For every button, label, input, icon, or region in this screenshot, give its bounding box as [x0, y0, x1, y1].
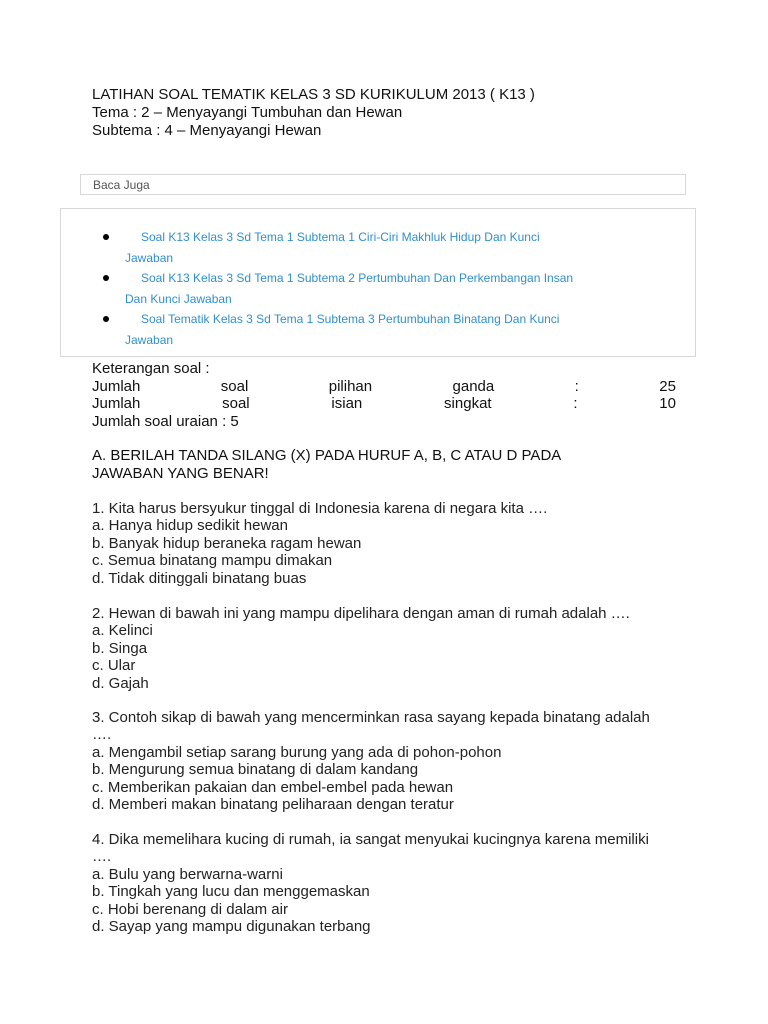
- question-text: 4. Dika memelihara kucing di rumah, ia sangat menyukai kucingnya karena memiliki ….: [92, 831, 649, 866]
- jumlah-isian-singkat-row: Jumlah soal isian singkat : 10: [92, 395, 676, 412]
- option-d: d. Gajah: [92, 674, 149, 692]
- question-text: 1. Kita harus bersyukur tinggal di Indonesia karena di negara kita ….: [92, 500, 548, 517]
- keterangan-heading: Keterangan soal :: [92, 360, 210, 377]
- option-d: d. Sayap yang mampu digunakan terbang: [92, 918, 371, 936]
- jumlah-uraian-row: Jumlah soal uraian : 5: [92, 412, 239, 430]
- option-b: b. Tingkah yang lucu dan menggemaskan: [92, 883, 370, 901]
- question-text: 3. Contoh sikap di bawah yang mencerminkan rasa sayang kepada binatang adalah ….: [92, 709, 650, 744]
- related-link-item: [61, 227, 695, 268]
- baca-juga-box: [80, 174, 686, 195]
- related-link-item: [61, 268, 695, 309]
- subtema-line: Subtema : 4 – Menyayangi Hewan: [92, 122, 322, 139]
- option-b: b. Banyak hidup beraneka ragam hewan: [92, 534, 362, 552]
- jumlah-pilihan-ganda-row: Jumlah soal pilihan ganda : 25: [92, 377, 676, 395]
- question-2: [92, 605, 712, 692]
- option-a: a. Kelinci: [92, 622, 153, 640]
- option-c: c. Hobi berenang di dalam air: [92, 900, 288, 918]
- related-links-box: [60, 208, 696, 357]
- related-link[interactable]: Soal K13 Kelas 3 Sd Tema 1 Subtema 1 Ciri-Ciri Makhluk Hidup Dan Kunci Jawaban: [125, 230, 540, 265]
- question-4: [92, 831, 652, 935]
- bullet-icon: [103, 234, 109, 240]
- related-links-list: [61, 227, 695, 350]
- related-link[interactable]: Soal Tematik Kelas 3 Sd Tema 1 Subtema 3 Pertumbuhan Binatang Dan Kunci Jawaban: [125, 312, 560, 347]
- question-text: 2. Hewan di bawah ini yang mampu dipelihara dengan aman di rumah adalah ….: [92, 605, 630, 622]
- question-1: [92, 500, 712, 587]
- option-b: b. Singa: [92, 639, 148, 657]
- option-c: c. Semua binatang mampu dimakan: [92, 552, 333, 570]
- option-c: c. Ular: [92, 657, 136, 675]
- question-3: [92, 709, 652, 813]
- keterangan-soal: [92, 360, 676, 430]
- document-title: LATIHAN SOAL TEMATIK KELAS 3 SD KURIKULUM 2013 ( K13 ): [92, 86, 535, 103]
- bullet-icon: [103, 316, 109, 322]
- baca-juga-label: Baca Juga: [93, 178, 150, 192]
- bullet-icon: [103, 275, 109, 281]
- option-c: c. Memberikan pakaian dan embel-embel pada hewan: [92, 778, 454, 796]
- option-b: b. Mengurung semua binatang di dalam kandang: [92, 761, 419, 779]
- option-d: d. Memberi makan binatang peliharaan dengan teratur: [92, 796, 454, 814]
- tema-line: Tema : 2 – Menyayangi Tumbuhan dan Hewan: [92, 104, 403, 121]
- option-a: a. Hanya hidup sedikit hewan: [92, 517, 288, 535]
- option-a: a. Mengambil setiap sarang burung yang ada di pohon-pohon: [92, 743, 502, 761]
- related-link[interactable]: Soal K13 Kelas 3 Sd Tema 1 Subtema 2 Pertumbuhan Dan Perkembangan Insan Dan Kunci Jawaban: [125, 271, 574, 306]
- option-d: d. Tidak ditinggali binatang buas: [92, 569, 307, 587]
- related-link-item: [61, 309, 695, 350]
- section-a-instruction: A. BERILAH TANDA SILANG (X) PADA HURUF A, B, C ATAU D PADA JAWABAN YANG BENAR!: [92, 447, 562, 482]
- option-a: a. Bulu yang berwarna-warni: [92, 865, 283, 883]
- document-header: [92, 86, 535, 140]
